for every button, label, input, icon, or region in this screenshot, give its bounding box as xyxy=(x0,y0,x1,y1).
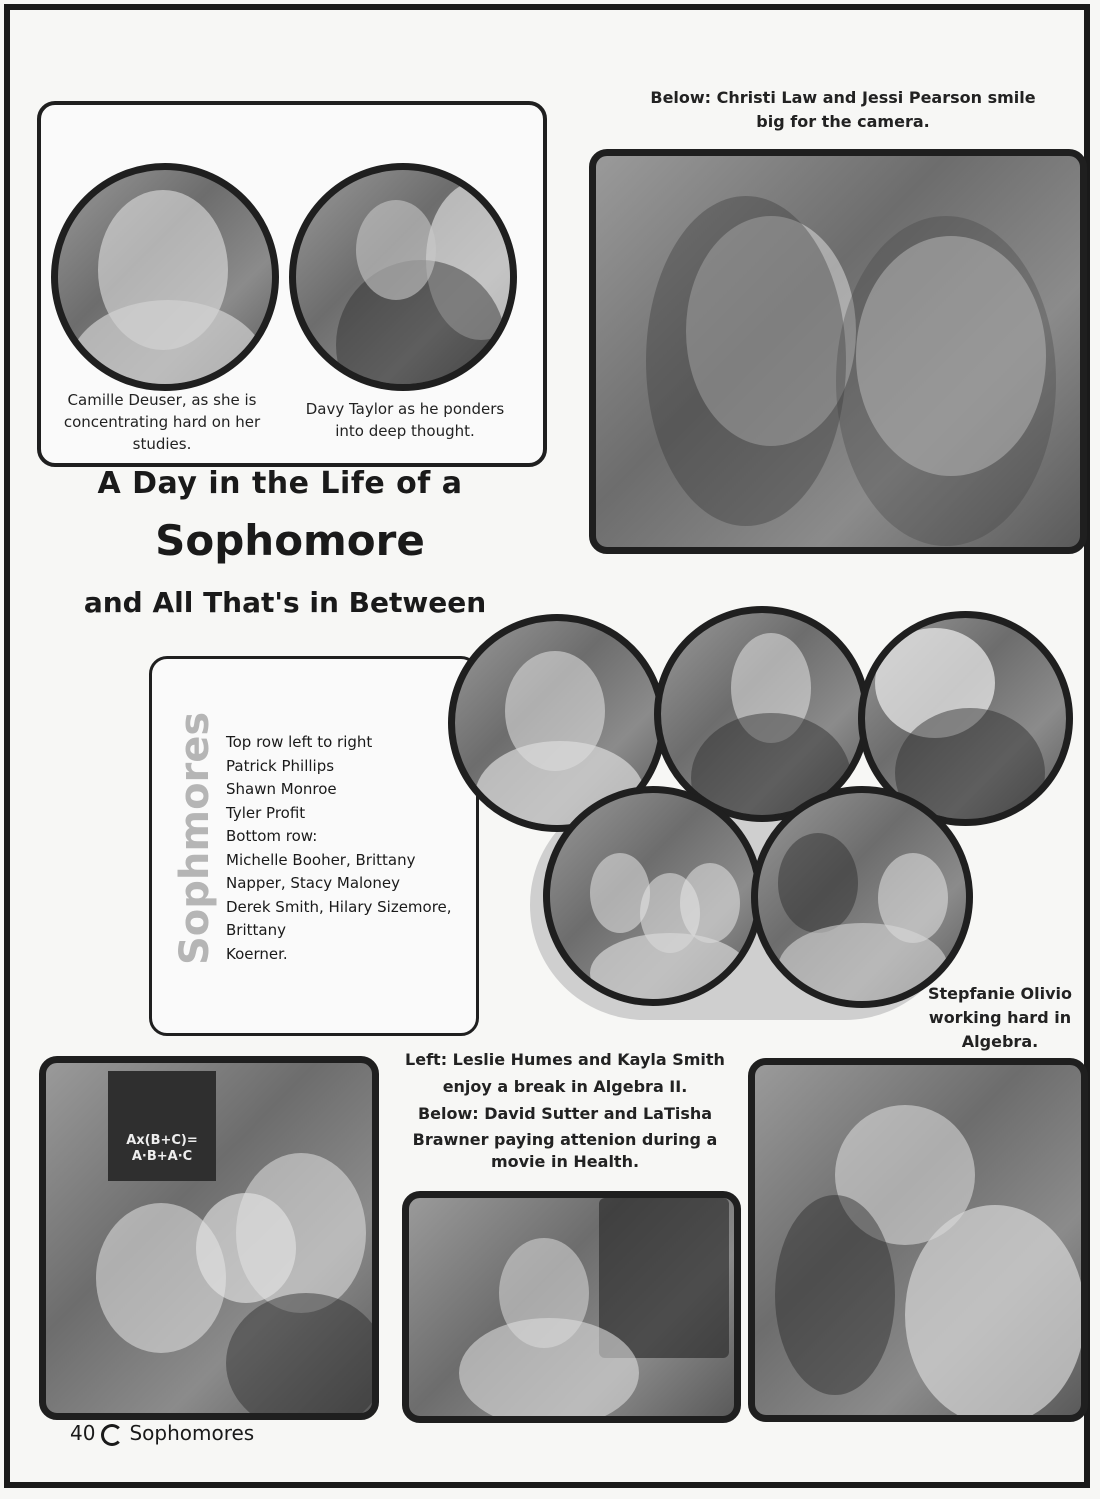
list-line: Shawn Monroe xyxy=(226,780,337,798)
davy-taylor-photo xyxy=(289,163,517,391)
camille-deuser-photo xyxy=(51,163,279,391)
list-line: Patrick Phillips xyxy=(226,756,335,775)
stepfanie-olivio-photo xyxy=(748,1058,1088,1422)
page-footer xyxy=(70,1421,254,1446)
leslie-kayla-caption-line1: Left: Leslie Humes and Kayla Smith xyxy=(405,1050,725,1069)
title-line2: Sophomore xyxy=(155,516,425,565)
sophomores-names-list xyxy=(226,731,452,966)
christi-jessi-photo xyxy=(589,149,1087,554)
list-line: Koerner. xyxy=(226,944,288,963)
david-latisha-caption-line3: movie in Health. xyxy=(490,1152,640,1171)
list-line: Derek Smith, Hilary Sizemore, xyxy=(226,897,452,916)
girls-group-photo xyxy=(543,786,763,1006)
swirl-icon xyxy=(101,1424,123,1446)
christi-jessi-caption: Below: Christi Law and Jessi Pearson smile big for the camera. xyxy=(650,88,1036,131)
david-latisha-caption-line1: Below: David Sutter and LaTisha xyxy=(417,1104,713,1123)
section-name: Sophomores xyxy=(129,1421,255,1445)
list-line: Napper, Stacy Maloney xyxy=(226,874,400,892)
leslie-kayla-caption-line2: enjoy a break in Algebra II. xyxy=(442,1077,688,1096)
stepfanie-caption: Stepfanie Olivio working hard in Algebra. xyxy=(927,984,1072,1051)
list-line: Tyler Profit xyxy=(226,803,306,822)
poster-text: Ax(B+C)= A·B+A·C xyxy=(126,1133,198,1164)
algebra-poster xyxy=(108,1071,216,1181)
leslie-kayla-photo xyxy=(39,1056,379,1420)
list-line: Top row left to right xyxy=(226,733,373,751)
title-line3: and All That's in Between xyxy=(83,586,487,619)
derek-hilary-photo xyxy=(751,786,973,1008)
title-line1: A Day in the Life of a xyxy=(97,466,463,501)
sophomores-vertical-label: Sophmores xyxy=(172,711,218,965)
camille-caption: Camille Deuser, as she is concentrating hard on her studies. xyxy=(63,391,261,453)
david-latisha-photo xyxy=(402,1191,741,1423)
list-line: Brittany xyxy=(226,921,286,939)
page-number: 40 xyxy=(70,1421,96,1445)
list-line: Michelle Booher, Brittany xyxy=(226,850,416,869)
david-latisha-caption-line2: Brawner paying attenion during a xyxy=(412,1130,718,1149)
davy-caption: Davy Taylor as he ponders into deep thought. xyxy=(305,400,505,440)
list-line: Bottom row: xyxy=(226,827,318,845)
